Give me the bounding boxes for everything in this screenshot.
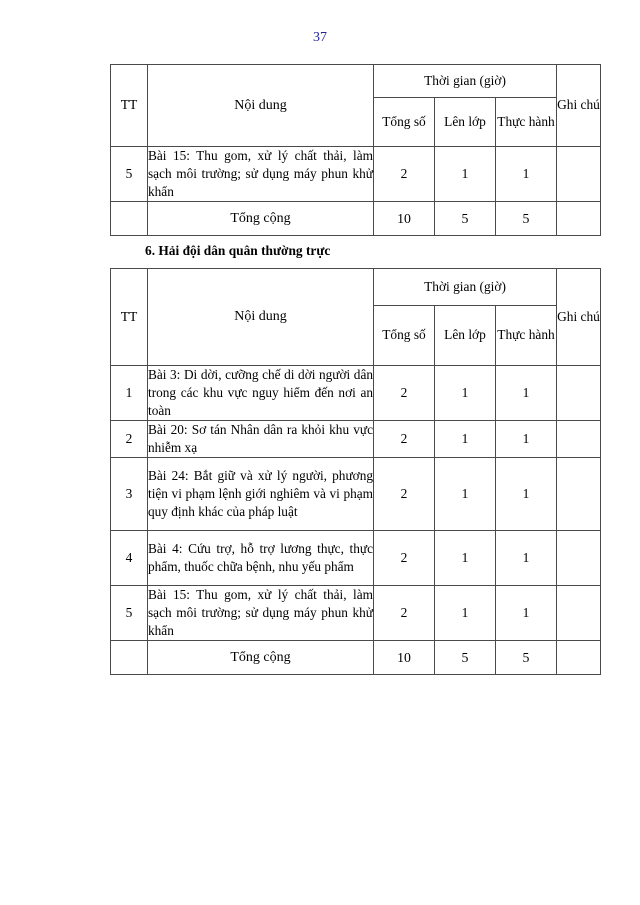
total-thuc-hanh: 5 (496, 202, 557, 236)
header-tt: TT (111, 269, 148, 366)
cell-noi-dung: Bài 3: Di dời, cưỡng chế di dời người dân trong các khu vực nguy hiểm đến nơi an toàn (148, 366, 374, 421)
table-total-row (111, 641, 601, 675)
header-tong-so: Tổng số (374, 98, 435, 147)
table-header-row (111, 269, 601, 306)
cell-thuc-hanh: 1 (496, 458, 557, 531)
cell-ghi-chu (557, 366, 601, 421)
cell-tong-so: 2 (374, 147, 435, 202)
total-cell-tt (111, 202, 148, 236)
total-label: Tổng cộng (148, 202, 374, 236)
cell-tt: 3 (111, 458, 148, 531)
cell-len-lop: 1 (435, 147, 496, 202)
cell-tt: 5 (111, 586, 148, 641)
cell-len-lop: 1 (435, 458, 496, 531)
cell-len-lop: 1 (435, 531, 496, 586)
cell-tong-so: 2 (374, 458, 435, 531)
total-len-lop: 5 (435, 641, 496, 675)
header-noi-dung: Nội dung (148, 269, 374, 366)
table-row (111, 421, 601, 458)
cell-tt: 1 (111, 366, 148, 421)
cell-tong-so: 2 (374, 531, 435, 586)
cell-thuc-hanh: 1 (496, 421, 557, 458)
total-label: Tổng cộng (148, 641, 374, 675)
cell-noi-dung: Bài 24: Bắt giữ và xử lý người, phương tiện vi phạm lệnh giới nghiêm và vi phạm quy định khác của pháp luật (148, 458, 374, 531)
cell-len-lop: 1 (435, 586, 496, 641)
section-heading: 6. Hải đội dân quân thường trực (145, 243, 331, 258)
cell-ghi-chu (557, 586, 601, 641)
table-header-row (111, 65, 601, 98)
cell-ghi-chu (557, 421, 601, 458)
cell-thuc-hanh: 1 (496, 147, 557, 202)
cell-noi-dung: Bài 15: Thu gom, xử lý chất thải, làm sạch môi trường; sử dụng máy phun khử khẩn (148, 147, 374, 202)
total-cell-tt (111, 641, 148, 675)
cell-ghi-chu (557, 531, 601, 586)
training-table-top (110, 64, 601, 236)
header-thuc-hanh: Thực hành (496, 98, 557, 147)
table-row (111, 147, 601, 202)
table-row (111, 586, 601, 641)
header-len-lop: Lên lớp (435, 306, 496, 366)
training-table-hai-doi (110, 268, 601, 675)
header-len-lop: Lên lớp (435, 98, 496, 147)
header-tt: TT (111, 65, 148, 147)
cell-noi-dung: Bài 20: Sơ tán Nhân dân ra khỏi khu vực nhiễm xạ (148, 421, 374, 458)
header-ghi-chu: Ghi chú (557, 65, 601, 147)
cell-tong-so: 2 (374, 421, 435, 458)
table-row (111, 531, 601, 586)
cell-tong-so: 2 (374, 366, 435, 421)
total-tong-so: 10 (374, 641, 435, 675)
total-ghi-chu (557, 641, 601, 675)
cell-tong-so: 2 (374, 586, 435, 641)
cell-tt: 2 (111, 421, 148, 458)
table-row (111, 458, 601, 531)
header-ghi-chu: Ghi chú (557, 269, 601, 366)
cell-noi-dung: Bài 4: Cứu trợ, hỗ trợ lương thực, thực phẩm, thuốc chữa bệnh, nhu yếu phẩm (148, 531, 374, 586)
header-thoi-gian: Thời gian (giờ) (374, 65, 557, 98)
table-total-row (111, 202, 601, 236)
table-row (111, 366, 601, 421)
total-thuc-hanh: 5 (496, 641, 557, 675)
cell-ghi-chu (557, 147, 601, 202)
cell-len-lop: 1 (435, 366, 496, 421)
total-len-lop: 5 (435, 202, 496, 236)
header-thoi-gian: Thời gian (giờ) (374, 269, 557, 306)
cell-noi-dung: Bài 15: Thu gom, xử lý chất thải, làm sạch môi trường; sử dụng máy phun khử khẩn (148, 586, 374, 641)
total-ghi-chu (557, 202, 601, 236)
header-noi-dung: Nội dung (148, 65, 374, 147)
cell-tt: 5 (111, 147, 148, 202)
total-tong-so: 10 (374, 202, 435, 236)
header-thuc-hanh: Thực hành (496, 306, 557, 366)
cell-thuc-hanh: 1 (496, 531, 557, 586)
cell-tt: 4 (111, 531, 148, 586)
cell-thuc-hanh: 1 (496, 586, 557, 641)
cell-ghi-chu (557, 458, 601, 531)
page-number: 37 (313, 30, 327, 45)
cell-thuc-hanh: 1 (496, 366, 557, 421)
cell-len-lop: 1 (435, 421, 496, 458)
header-tong-so: Tổng số (374, 306, 435, 366)
